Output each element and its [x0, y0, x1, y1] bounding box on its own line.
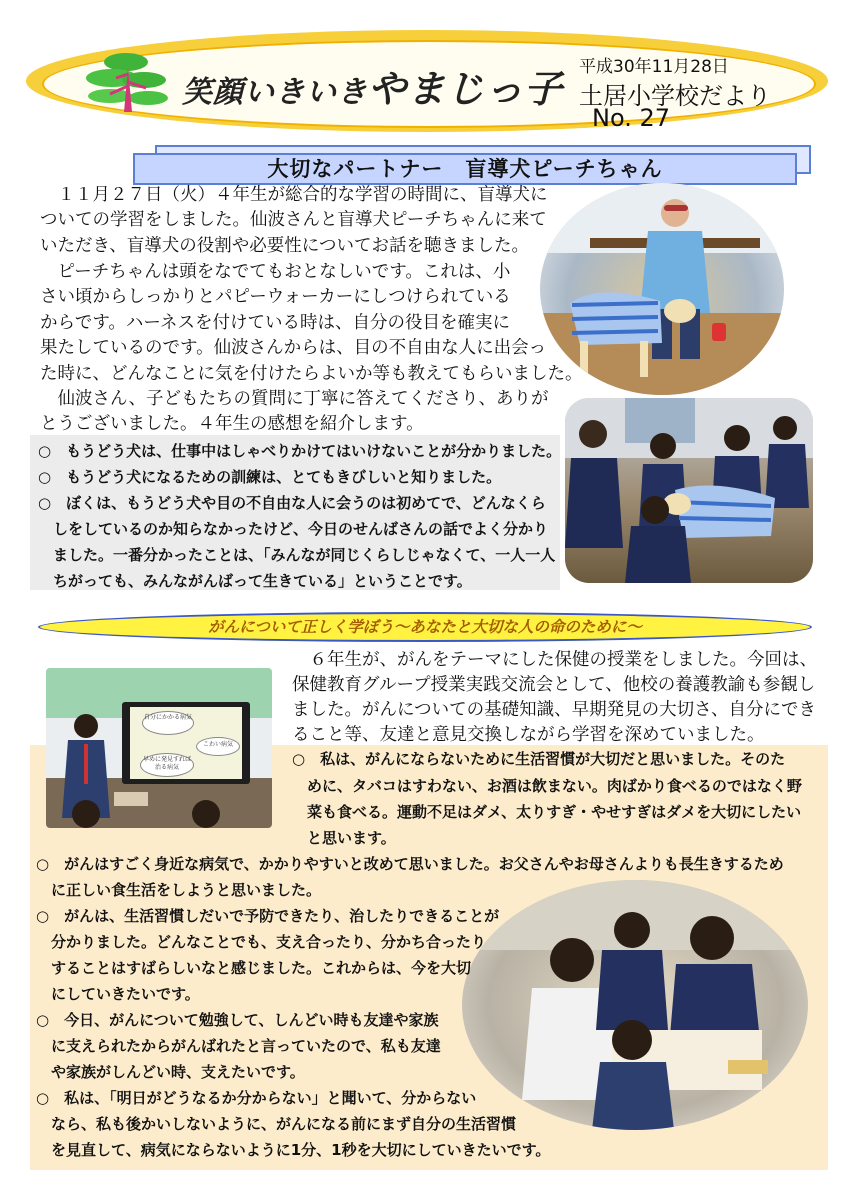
- comment-line: ちがっても、みんながんばって生きている」ということです。: [38, 572, 472, 590]
- body-line: とうございました。４年生の感想を紹介します。: [40, 414, 424, 434]
- comment-line: めに、タバコはすわない、お酒は飲まない。肉ばかり食べるのではなく野: [292, 777, 802, 795]
- slide-bubble: 早めに発見すれば治る病気: [140, 753, 194, 777]
- comment-line: や家族がしんどい時、支えたいです。: [36, 1063, 305, 1081]
- comment-line: ○ 私は、がんにならないために生活習慣が大切だと思いました。そのた: [292, 750, 786, 768]
- body-line: ました。がんについての基礎知識、早期発見の大切さ、自分にでき: [292, 700, 816, 720]
- comment-line: ました。一番分かったことは、「みんなが同じくらしじゃなくて、一人一人: [38, 546, 556, 564]
- comment-line: ○ 今日、がんについて勉強して、しんどい時も友達や家族: [36, 1011, 439, 1029]
- issue-number: No. 27: [592, 104, 671, 132]
- title-big: やまじっ子: [368, 66, 564, 111]
- comment-line: 分かりました。どんなことでも、支え合ったり、分かち合ったり: [36, 933, 487, 951]
- comment-line: ○ がんは、生活習慣しだいで予防できたり、治したりできることが: [36, 907, 500, 925]
- comment-line: に正しい食生活をしようと思いました。: [36, 881, 322, 899]
- body-line: 果たしているのです。仙波さんからは、目の不自由な人に出会っ: [40, 338, 547, 358]
- comment-line: ○ もうどう犬になるための訓練は、とてもきびしいと知りました。: [38, 468, 502, 486]
- section1-title: 大切なパートナー 盲導犬ピーチちゃん: [267, 157, 663, 181]
- comment-line: 菜も食べる。運動不足はダメ、太りすぎ・やせすぎはダメを大切にしたい: [292, 803, 802, 821]
- body-line: いただき、盲導犬の役割や必要性についてお話を聴きました。: [40, 236, 529, 256]
- photo-children-with-dog: [565, 398, 813, 583]
- body-line: からです。ハーネスを付けている時は、自分の役目を確実に: [40, 313, 511, 333]
- comment-line: ○ 私は、「明日がどうなるか分からない」と聞いて、分からない: [36, 1089, 477, 1107]
- photo-guide-dog-visitor: [540, 183, 784, 395]
- photo-group-discussion: [462, 880, 808, 1130]
- comment-line: ○ ぼくは、もうどう犬や目の不自由な人に会うのは初めてで、どんなくら: [38, 494, 546, 512]
- comment-line: ○ もうどう犬は、仕事中はしゃべりかけてはいけないことが分かりました。: [38, 442, 562, 460]
- comment-line: と思います。: [292, 829, 396, 847]
- body-line: た時に、どんなことに気を付けたらよいか等も教えてもらいました。: [40, 364, 583, 384]
- slide-bubble: こわい病気: [196, 737, 240, 756]
- school-name: 土居小学校だより: [579, 82, 771, 110]
- comment-line: なら、私も後かいしないように、がんになる前にまず自分の生活習慣: [36, 1115, 517, 1133]
- body-line: ６年生が、がんをテーマにした保健の授業をしました。今回は、: [292, 650, 817, 670]
- body-line: ピーチちゃんは頭をなでてもおとなしいです。これは、小: [40, 262, 511, 282]
- comment-line: しをしているのか知らなかったけど、今日のせんばさんの話でよく分かり: [38, 520, 549, 538]
- body-line: ついての学習をしました。仙波さんと盲導犬ピーチちゃんに来て: [40, 210, 547, 230]
- comment-line: することはすばらしいなと感じました。これからは、今を大切: [36, 959, 472, 977]
- comment-line: にしていきたいです。: [36, 985, 200, 1003]
- body-line: ること等、友達と意見交換しながら学習を深めていました。: [292, 725, 765, 745]
- section2-title: がんについて正しく学ぼう～あなたと大切な人の命のために～: [208, 618, 642, 636]
- comment-line: を見直して、病気にならないように1分、1秒を大切にしていきたいです。: [36, 1141, 551, 1159]
- newsletter-title: [182, 58, 563, 113]
- body-line: 仙波さん、子どもたちの質問に丁寧に答えてくださり、ありが: [40, 389, 549, 409]
- body-line: 保健教育グループ授業実践交流会として、他校の養護教諭も参観し: [292, 675, 816, 695]
- pine-tree-icon: [82, 48, 172, 114]
- comment-line: ○ がんはすごく身近な病気で、かかりやすいと改めて思いました。お父さんやお母さんよりも長生きするため: [36, 855, 784, 873]
- issue-date: 平成30年11月28日: [579, 57, 729, 77]
- title-small: 笑顔いきいき: [182, 75, 368, 110]
- comment-line: に支えられたからがんばれたと言っていたので、私も友達: [36, 1037, 441, 1055]
- body-line: さい頃からしっかりとパピーウォーカーにしつけられている: [40, 287, 511, 307]
- body-line: １１月２７日（火）４年生が総合的な学習の時間に、盲導犬に: [40, 185, 548, 205]
- slide-bubble: 自分にかかる病気: [142, 711, 194, 735]
